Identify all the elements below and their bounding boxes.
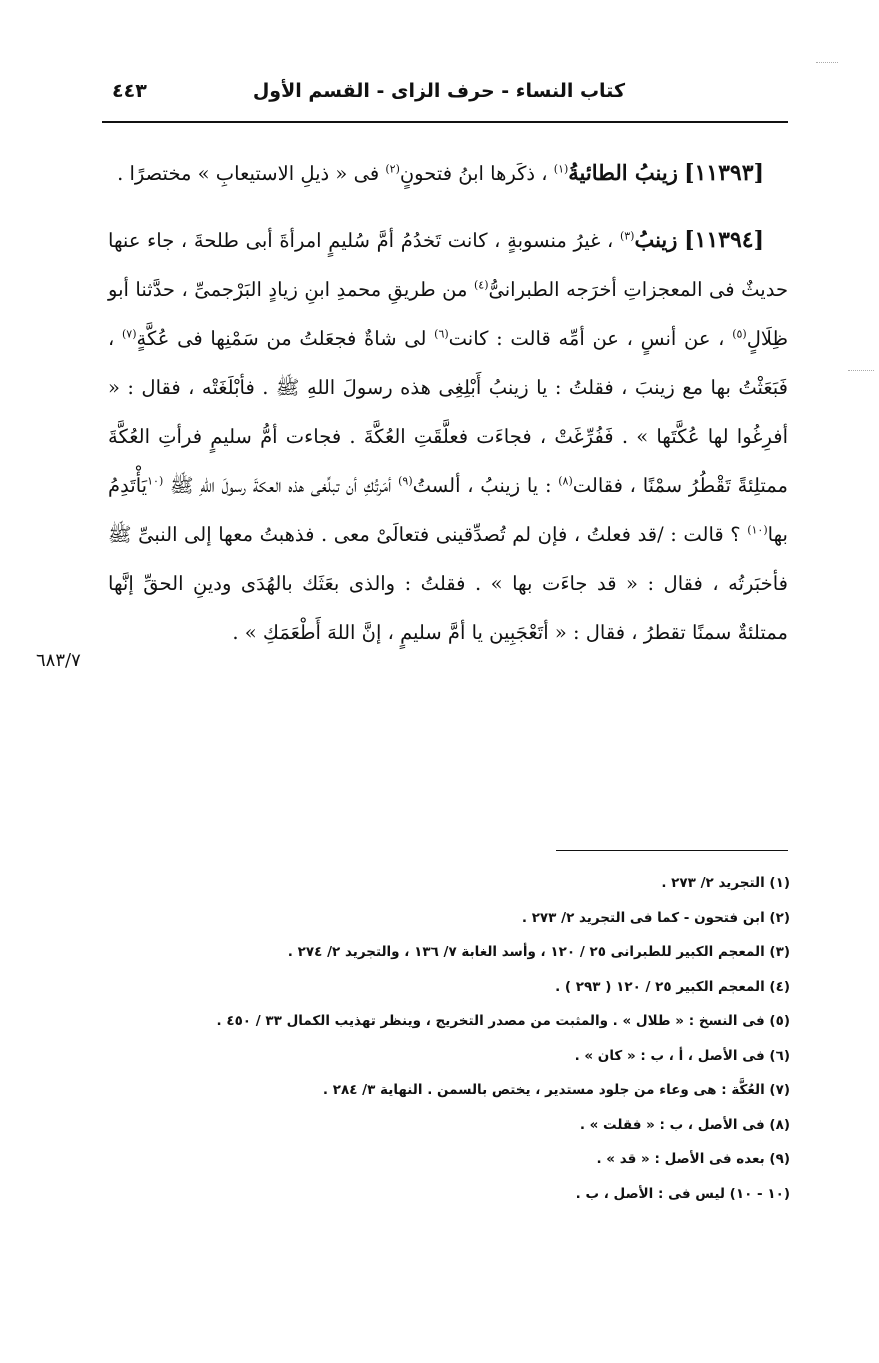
page-number: ٤٤٣ — [112, 80, 147, 102]
entry-11393 — [108, 148, 788, 198]
footnote-ref: (١) — [553, 162, 569, 176]
margin-reference: ٦٨٣/٧ — [36, 650, 81, 671]
entry-text: : يا زينبُ ، ألستُ — [412, 474, 552, 497]
footnote-ref: (٤) — [473, 278, 489, 292]
footnote-ref: (١٠ — [147, 474, 164, 488]
footnote: (٧) العُكَّة : هى وعاء من جلود مستدير ، يختص بالسمن . النهاية ٣/ ٢٨٤ . — [322, 1082, 790, 1098]
footnote-ref: (٩) — [398, 474, 413, 488]
entry-number: [١١٣٩٣] — [684, 160, 764, 186]
footnote: (١) التجريد ٢/ ٢٧٣ . — [661, 875, 790, 891]
entry-text: من طريقِ محمدِ ابنِ زيادٍ البَرْجمىِّ ، حدَّثنا أبو ظِلَالٍ — [108, 278, 789, 350]
entry-text: ، فَبَعَثْتُ بها مع زينبَ ، فقلتُ : يا زينبُ أَبْلِغِى هذه رسولَ اللهِ ﷺ . فأبْلَغَتْه ، فقال : « أفرِغُوا لها عُكَّتَها » . فَفُرِّغَتْ ، فجاءَت فعلَّقَتِ العُكَّةَ . فجاءت أمُّ سليمٍ فرأتِ العُكَّةَ ممتلِئةً تَقْطُرُ سمْنًا ، فقالت — [108, 327, 788, 497]
entry-text: ، غيرُ منسوبةٍ ، كانت تَخدُمُ أمَّ سُليمٍ امرأةَ أبى طلحةَ ، جاء عنها حديثٌ فى المعجزاتِ أخرَجه الطبرانىُّ — [108, 229, 789, 301]
main-text — [108, 148, 788, 657]
footnote-ref: (٧) — [122, 327, 137, 341]
header-rule — [102, 121, 788, 123]
entry-text: لى شاةٌ فجعَلتُ من سَمْنِها فى عُكَّةٍ — [136, 327, 427, 350]
footnote: (٣) المعجم الكبير للطبرانى ٢٥ / ١٢٠ ، وأسد الغابة ٧/ ١٣٦ ، والتجريد ٢/ ٢٧٤ . — [287, 944, 790, 960]
footnote-ref: (٥) — [732, 327, 747, 341]
footnote: (٦) فى الأصل ، أ ، ب : « كان » . — [574, 1047, 790, 1064]
entry-number: [١١٣٩٤] — [684, 227, 765, 253]
entry-11394 — [108, 215, 788, 657]
footnote: (١٠ - ١٠) ليس فى : الأصل ، ب . — [575, 1185, 790, 1202]
footnote-ref: (٣) — [619, 229, 635, 243]
entry-text: أمَرتُكِ أن تبلِّغى هذه العكةَ رسولَ اللهِ ﷺ — [169, 474, 392, 497]
entry-name: زينبُ — [634, 227, 678, 252]
entry-name: زينبُ الطائيةُ — [568, 160, 678, 185]
footnote: (٨) فى الأصل ، ب : « فقلت » . — [579, 1116, 790, 1133]
entry-text: ؟ قالت : /قد فعلتُ ، فإن لم تُصدِّقينى فتعالَىْ معى . فذهبتُ معها إلى النبىِّ ﷺ فأخبَرتُه ، فقال : « قد جاءَت بها » . فقلتُ : والذى بعَثَك بالهُدَى ودينِ الحقِّ إنَّها ممتلئةٌ سمنًا تقطرُ ، فقال : « أتَعْجَبِين يا أمَّ سليمٍ ، إنَّ اللهَ أَطْعَمَكِ » . — [108, 523, 788, 644]
footnote: (٩) بعده فى الأصل : « قد » . — [596, 1151, 790, 1167]
footnotes — [108, 866, 790, 1211]
entry-text: فى « ذيلِ الاستيعابِ » مختصرًا . — [117, 162, 380, 185]
scan-mark — [848, 370, 874, 371]
scan-mark — [816, 62, 838, 63]
footnote-ref: (٢) — [385, 162, 400, 176]
footnote-ref: (٦) — [434, 327, 449, 341]
entry-text: ، عن أنسٍ ، عن أمِّه قالت : كانت — [448, 327, 725, 350]
footnote: (٢) ابن فتحون - كما فى التجريد ٢/ ٢٧٣ . — [521, 909, 790, 926]
entry-text: يَأْتَدِمُ بها — [108, 474, 788, 546]
footnote-rule — [556, 850, 788, 851]
footnote: (٥) فى النسخ : « طلال » . والمثبت من مصدر التخريج ، وينظر تهذيب الكمال ٣٣ / ٤٥٠ . — [216, 1013, 790, 1029]
footnote-ref: (١٠) — [747, 523, 768, 537]
running-title: كتاب النساء - حرف الزاى - القسم الأول — [252, 80, 625, 102]
page-header — [100, 80, 720, 110]
footnote: (٤) المعجم الكبير ٢٥ / ١٢٠ ( ٢٩٣ ) . — [555, 978, 790, 995]
entry-text: ، ذكَرها ابنُ فتحونٍ — [399, 162, 548, 185]
footnote-ref: (٨) — [558, 474, 573, 488]
